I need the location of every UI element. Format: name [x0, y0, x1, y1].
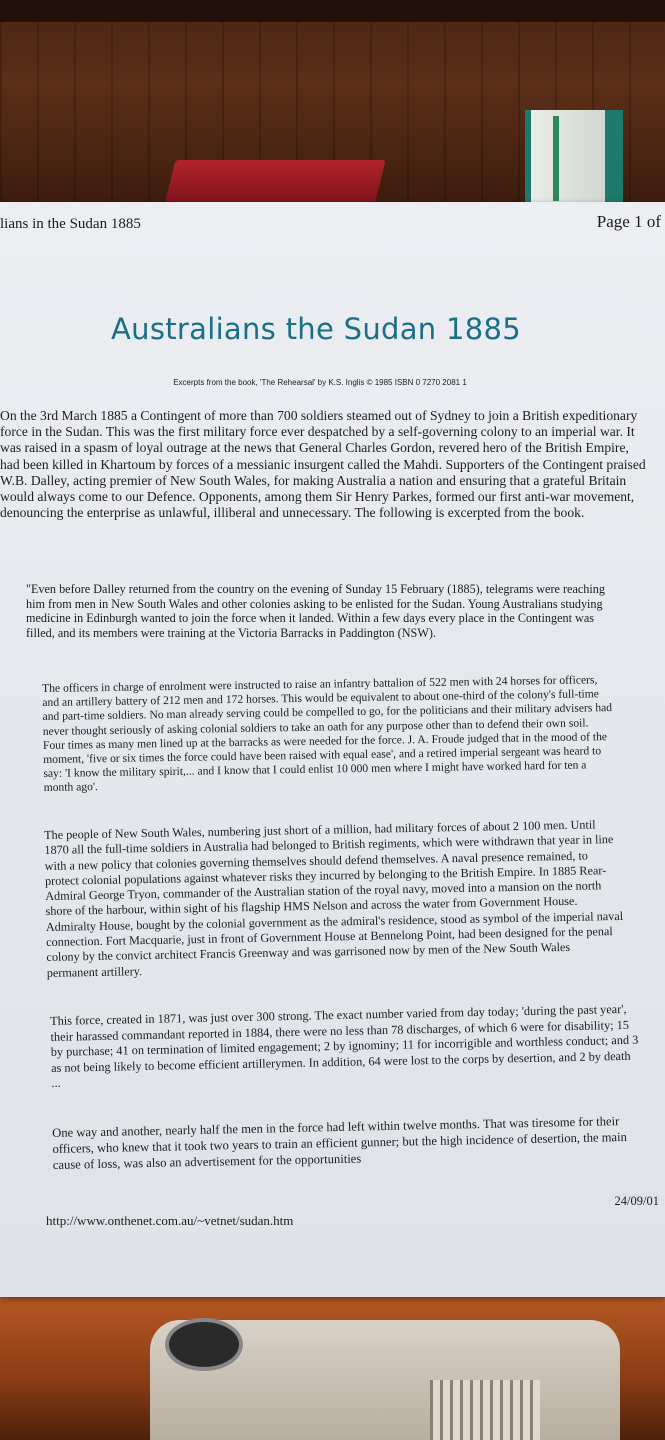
page-header-title: lians in the Sudan 1885	[0, 216, 141, 232]
red-book	[164, 160, 385, 205]
toy-car-wheel	[165, 1318, 243, 1371]
paragraph-telegrams: "Even before Dalley returned from the country on the evening of Sunday 15 February (1885), telegrams were reaching him from men in New South Wales and other colonies asking to be enlisted for the Sudan. Young Australians studying medicine in Edinburgh wanted to join the force when it landed. Within a few days every place in the Contingent was filled, and its members were training at the Victoria Barracks in Paddington (NSW).	[26, 582, 605, 640]
footer-date: 24/09/01	[614, 1194, 659, 1208]
white-box	[525, 110, 623, 205]
footer-url: http://www.onthenet.com.au/~vetnet/sudan.htm	[46, 1213, 294, 1228]
toy-car-grille	[430, 1380, 540, 1440]
paragraph-artillery-force: This force, created in 1871, was just over 300 strong. The exact number varied from day today; 'during the past year', their harassed commandant reported in 1884, there were no less than 78 discharges, of which 6 were for disability; 15 by purchase; 41 on termination of limited engagement; 2 by ignominy; 11 for incorrigible and worthless conduct; and 3 as not being likely to become efficient artillerymen. In addition, 64 were lost to the corps by desertion, and 2 by death ...	[50, 1001, 639, 1090]
paragraph-enrolment: The officers in charge of enrolment were instructed to raise an infantry battalion of 522 men with 24 horses for officers, and an artillery battery of 212 men and 172 horses. This would be equivalent to about one-third of the colony's full-time and part-time soldiers. No man already serving could be compelled to go, for the politicians and their military advisers had never thought seriously of asking colonial soldiers to take an oath for any purpose other than to defend their own soil. Four times as many men lined up at the barracks as were needed for the force. J. A. Froude judged that in the mood of the moment, 'five or six times the force could have been raised with equal ease', and a retired imperial sergeant was heard to say: 'I know the military spirit,... and I know that I could enlist 10 000 men where I might have worked hard for ten a month ago'.	[42, 673, 613, 795]
shelf-shadow	[0, 0, 665, 22]
excerpt-note: Excerpts from the book, 'The Rehearsal' by K.S. Inglis © 1985 ISBN 0 7270 2081 1	[173, 378, 467, 387]
paragraph-desertion: One way and another, nearly half the men in the force had left within twelve months. That was tiresome for their officers, who knew that it took two years to train an efficient gunner; but the high incidence of desertion, the main cause of loss, was also an advertisement for the opportunities	[52, 1114, 628, 1172]
paragraph-nsw-forces: The people of New South Wales, numbering just short of a million, had military forces of about 2 100 men. Until 1870 all the full-time soldiers in Australia had belonged to British regiments, which were withdrawn that year in line with a new policy that colonies governing themselves should defend themselves. A naval presence remained, to protect colonial populations against whatever risks they incurred by belonging to the British Empire. In 1885 Rear-Admiral George Tryon, commander of the Australian station of the royal navy, moved into a mansion on the north shore of the harbour, within sight of his flagship HMS Nelson and across the water from Government House. Admiralty House, bought by the colonial government as the admiral's residence, stood as symbol of the imperial naval connection. Fort Macquarie, just in front of Government House at Bennelong Point, had been designed for the penal colony by the convict architect Francis Greenway and was garrisoned now by men of the New South Wales permanent artillery.	[44, 817, 624, 980]
page-header-number: Page 1 of	[596, 212, 661, 231]
page-title: Australians the Sudan 1885	[111, 312, 521, 346]
paragraph-intro: On the 3rd March 1885 a Contingent of more than 700 soldiers steamed out of Sydney to join a British expeditionary force in the Sudan. This was the first military force ever despatched by a self-governing colony to an imperial war. It was raised in a spasm of loyal outrage at the news that General Charles Gordon, revered hero of the British Empire, had been killed in Khartoum by forces of a messianic insurgent called the Mahdi. Supporters of the Contingent praised W.B. Dalley, acting premier of New South Wales, for making Australia a nation and ensuring that a grateful Britain would always come to our Defence. Opponents, among them Sir Henry Parkes, formed our first anti-war movement, denouncing the enterprise as unlawful, illiberal and unnecessary. The following is excerpted from the book.	[0, 408, 646, 521]
printed-page	[0, 202, 665, 1297]
